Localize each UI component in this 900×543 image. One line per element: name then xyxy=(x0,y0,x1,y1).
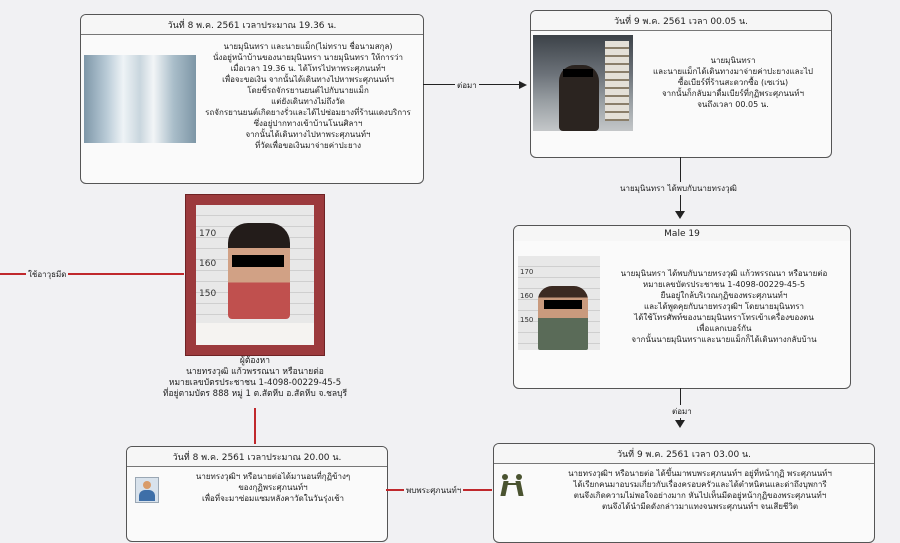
suspect-caption: ผู้ต้องหา นายทรงวุฒิ แก้วพรรณนา หรือนายต่อ หมายเลขบัตรประชาชน 1-4098-00229-45-5 ที่อยู่ตามบัตร 888 หมู่ 1 ต.สัตหีบ อ.สัตหีบ จ.ชลบุรี xyxy=(162,356,348,399)
connector-later-1: ต่อมา xyxy=(457,81,477,90)
event-5-text: นายทรงวุฒิฯ หรือนายต่อได้มานอนที่กุฏิข้างๆ ของกุฏิพระศุภนนท์ฯ เพื่อที่จะมาซ่อมแซมหลังคาวัดในวันรุ่งเช้า xyxy=(195,472,351,503)
event-box-5 xyxy=(126,446,388,542)
face-censor-bar xyxy=(563,69,593,77)
event-3-header: Male 19 xyxy=(514,226,850,241)
connector-met: นายมุนินทรา ได้พบกับนายทรงวุฒิ xyxy=(620,184,737,193)
suspect-to-box5-line xyxy=(254,408,256,444)
face-censor-bar-main xyxy=(232,255,284,267)
event-4-text: นายทรงวุฒิฯ หรือนายต่อ ได้ขึ้นมาพบพระศุภนนท์ฯ อยู่ที่หน้ากุฏิ พระศุภนนท์ฯ ได้เรียกคนมาอบรมเกี่ยวกับเรื่องครอบครัวและได้ตำหนิตนและด่าถึงบุพการี ตนจึงเกิดความไม่พอใจอย่างมาก หันไปเห็นมีดอยู่หน้ากุฏิของพระศุภนนท์ฯ ตนจึงได้นำมีดดังกล่าวมาแทงจนพระศุภนนท์ฯ จนเสียชีวิต xyxy=(568,469,832,511)
suspect-figure xyxy=(228,223,290,319)
suspect-mugshot-frame xyxy=(185,194,325,356)
mugshot-photo-small: 170 160 150 xyxy=(518,256,600,350)
connector-met-monk: พบพระศุภนนท์ฯ xyxy=(406,486,462,495)
suspect-figure-small xyxy=(538,286,588,350)
mugshot-caption-strip xyxy=(196,323,314,345)
curtain-scene-photo xyxy=(84,55,196,143)
face-censor-bar-small xyxy=(544,300,582,309)
event-1-header: วันที่ 8 พ.ค. 2561 เวลาประมาณ 19.36 น. xyxy=(81,15,423,35)
event-box-4 xyxy=(493,443,875,543)
event-2-header: วันที่ 9 พ.ค. 2561 เวลา 00.05 น. xyxy=(531,11,831,31)
event-5-header: วันที่ 8 พ.ค. 2561 เวลาประมาณ 20.00 น. xyxy=(127,447,387,467)
event-4-header: วันที่ 9 พ.ค. 2561 เวลา 03.00 น. xyxy=(494,444,874,464)
cctv-store-photo xyxy=(533,35,633,131)
person-avatar-icon xyxy=(135,477,159,503)
fight-icon xyxy=(500,474,526,498)
arrow-head-3 xyxy=(675,420,685,428)
event-1-text: นายมุนินทรา และนายแม็ก(ไม่ทราบ ชื่อนามสกุล) นั่งอยู่หน้าบ้านของนายมุนินทรา นายมุนินทรา ให้การว่า เมื่อเวลา 19.36 น. ได้โทรไปหาพระศุภนนท์ฯ เพื่อจะขอเงิน จากนั้นได้เดินทางไปหาพระศุภนนท์ฯ โดยขี่รถจักรยานยนต์ไปกับนายแม็ก แต่ยังเดินทางไม่ถึงวัด รถจักรยานยนต์เกิดยางรั่วและได้ไปซ่อมยางที่ร้านแดงบริการ ซึ่งอยู่ปากทางเข้าบ้านโนนศิลาฯ จากนั้นได้เดินทางไปหาพระศุภนนท์ฯ ที่วัดเพื่อขอเงินมาจ่ายค่าปะยาง xyxy=(205,42,411,150)
suspect-mugshot-photo: 170 160 150 xyxy=(196,205,314,345)
event-3-text: นายมุนินทรา ได้พบกับนายทรงวุฒิ แก้วพรรณนา หรือนายต่อ หมายเลขบัตรประชาชน 1-4098-00229-45-5 ยืนอยู่ใกล้บริเวณกุฏิของพระศุภนนท์ฯ และได้พูดคุยกับนายทรงวุฒิฯ โดยนายมุนินทรา ได้ใช้โทรศัพท์ของนายมุนินทราโทรเข้าเครื่องของตน เพื่อแลกเบอร์กัน จากนั้นนายมุนินทราและนายแม็กก็ได้เดินทางกลับบ้าน xyxy=(620,269,828,344)
event-2-text: นายมุนินทรา และนายแม็กได้เดินทางมาจ่ายค่าปะยางและไป ซื้อเบียร์ที่ร้านสะดวกซื้อ (เซเว่น) จากนั้นก็กลับมาดื่มเบียร์ที่กุฏิพระศุภนนท์ฯ จนถึงเวลา 00.05 น. xyxy=(653,56,813,109)
connector-later-2: ต่อมา xyxy=(672,407,692,416)
arrow-head-1 xyxy=(519,81,527,89)
shelf-strip xyxy=(605,41,629,121)
label-knife: ใช้อาวุธมีด xyxy=(28,270,67,279)
arrow-head-2 xyxy=(675,211,685,219)
event-box-3 xyxy=(513,225,851,389)
event-box-2 xyxy=(530,10,832,158)
event-box-1 xyxy=(80,14,424,184)
